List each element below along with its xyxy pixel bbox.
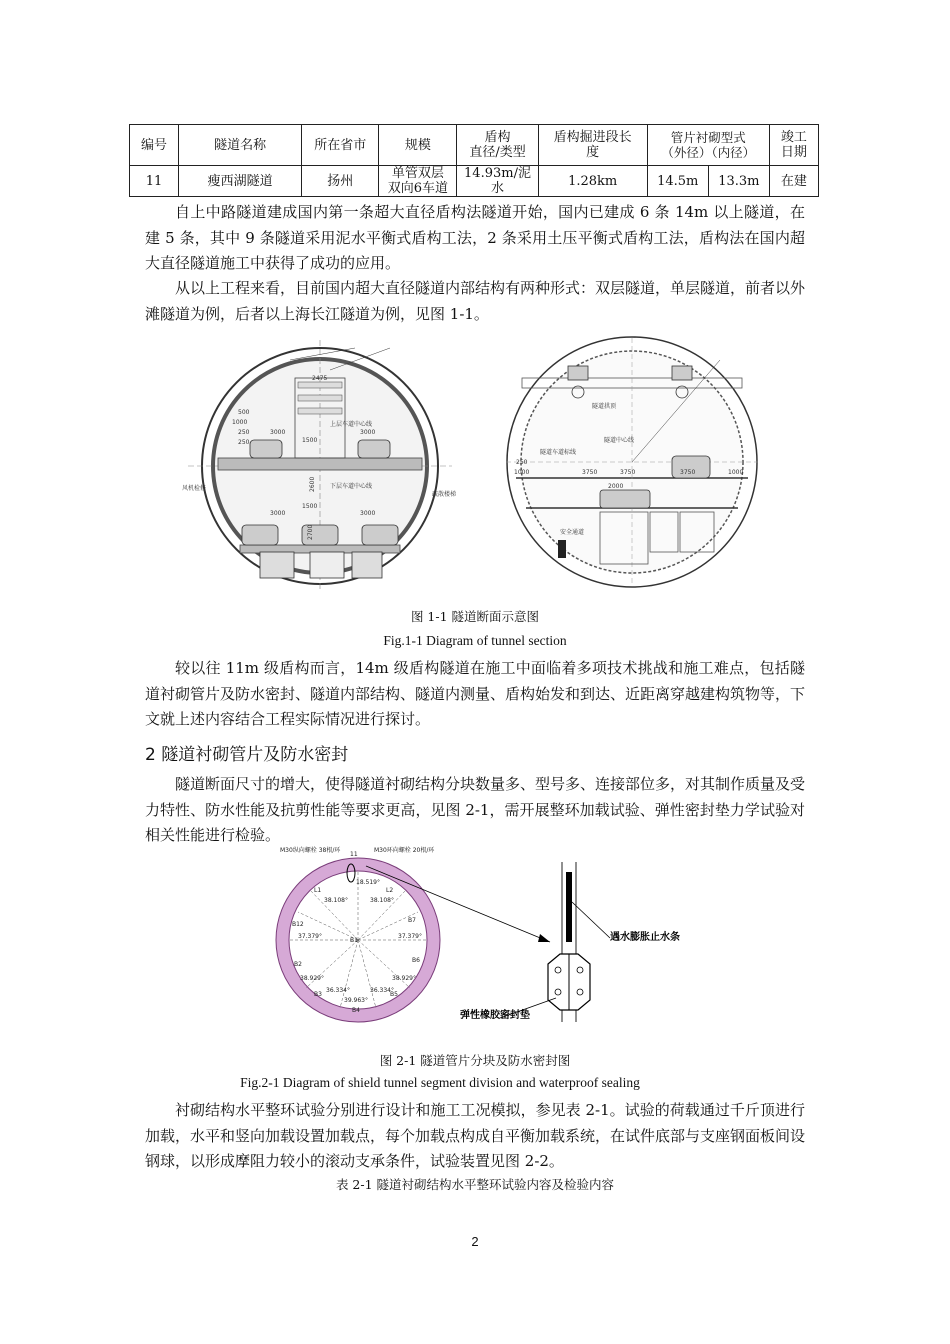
dim-label: 500 [238, 409, 250, 416]
angle-label: 38.929° [392, 975, 416, 982]
segment-label: B1 [350, 937, 358, 944]
drawing-label: 隧道拱顶 [592, 403, 617, 410]
table-header-row [130, 125, 819, 166]
double-deck-tunnel-drawing [182, 340, 456, 592]
angle-label: 36.334° [370, 987, 394, 994]
figure-caption-cn: 图 2-1 隧道管片分块及防水密封图 [379, 1053, 571, 1068]
bolt-label: M30环向螺栓 20根/环 [374, 847, 435, 854]
angle-label: 37.379° [298, 933, 322, 940]
table-header-cell: 管片衬砌型式 （外径）（内径） [647, 125, 769, 166]
dim-label: 3750 [680, 469, 696, 476]
table-cell: 在建 [769, 166, 818, 197]
bolt-label: M30纵向螺栓 38根/环 [280, 847, 341, 854]
angle-label: 37.379° [398, 933, 422, 940]
segment-label: B3 [314, 991, 322, 998]
dim-label: 2700 [307, 524, 314, 540]
table-cell: 瘦西湖隧道 [179, 166, 302, 197]
drawing-label: 上层车道中心线 [330, 421, 373, 428]
dim-label: 250 [516, 459, 528, 466]
segment-division-figure [270, 842, 690, 1042]
segment-label: 11 [350, 851, 358, 858]
segment-label: B6 [412, 957, 420, 964]
paragraph: 自上中路隧道建成国内第一条超大直径盾构法隧道开始，国内已建成 6 条 14m 以上隧道，在建 5 条，其中 9 条隧道采用泥水平衡式盾构工法，2 条采用土压平衡式盾构工法，盾构法在国内超大直径隧道施工中获得了成功的应用。 [145, 203, 805, 272]
page-number: 2 [471, 1234, 479, 1249]
angle-label: 36.334° [326, 987, 350, 994]
dim-label: 1000 [728, 469, 744, 476]
dim-label: 1500 [302, 437, 318, 444]
drawing-label: 风机检修 [182, 485, 207, 492]
table-header-cell: 盾构 直径/类型 [457, 125, 538, 166]
sealing-label: 弹性橡胶密封垫 [460, 1010, 530, 1021]
dim-label: 3000 [270, 510, 286, 517]
person-icon [558, 540, 566, 558]
dim-label: 2475 [312, 375, 328, 382]
angle-label: 38.929° [300, 975, 324, 982]
dim-label: 1500 [302, 503, 318, 510]
table-cell: 扬州 [302, 166, 379, 197]
table-row [130, 166, 819, 197]
table-cell: 14.5m [647, 166, 708, 197]
angle-label: 38.108° [370, 897, 394, 904]
paragraph: 隧道断面尺寸的增大，使得隧道衬砌结构分块数量多、型号多、连接部位多，对其制作质量及受力特性、防水性能及抗剪性能等要求更高，见图 2-1，需开展整环加载试验、弹性密封垫力学试验对相关性能进行检验。 [145, 775, 806, 844]
tunnel-info-table [129, 124, 819, 197]
paragraph: 从以上工程来看，目前国内超大直径隧道内部结构有两种形式：双层隧道，单层隧道，前者以外滩隧道为例，后者以上海长江隧道为例，见图 1-1。 [145, 279, 806, 323]
single-deck-tunnel-drawing [506, 337, 758, 587]
dim-label: 3000 [360, 510, 376, 517]
waterproof-sealing-detail [460, 862, 680, 1022]
segment-label: B5 [390, 991, 398, 998]
angle-label: 18.519° [356, 879, 380, 886]
dim-label: 3000 [360, 429, 376, 436]
drawing-label: 安全通道 [560, 529, 585, 536]
table-header-cell: 所在省市 [302, 125, 379, 166]
segment-ring [276, 846, 440, 1022]
dim-label: 3750 [620, 469, 636, 476]
table-header-cell: 竣工 日期 [769, 125, 818, 166]
table-header-cell: 规模 [379, 125, 457, 166]
segment-label: B7 [408, 917, 416, 924]
dim-label: 2000 [608, 483, 624, 490]
segment-label: L1 [314, 887, 322, 894]
figure-caption-en: Fig.1-1 Diagram of tunnel section [383, 633, 567, 648]
table-cell: 11 [130, 166, 179, 197]
dim-label: 1000 [232, 419, 248, 426]
figure-caption-en: Fig.2-1 Diagram of shield tunnel segment division and waterproof sealing [240, 1075, 640, 1090]
segment-label: L2 [386, 887, 394, 894]
table-caption: 表 2-1 隧道衬砌结构水平整环试验内容及检验内容 [335, 1177, 615, 1192]
tunnel-section-figure [180, 330, 780, 598]
table-cell: 单管双层 双向6车道 [379, 166, 457, 197]
drawing-label: 疏散楼梯 [432, 491, 457, 498]
table-cell: 1.28km [538, 166, 647, 197]
drawing-label: 隧道中心线 [604, 437, 635, 444]
paragraph: 衬砌结构水平整环试验分别进行设计和施工工况模拟，参见表 2-1。试验的荷载通过千斤顶进行加载，水平和竖向加载设置加载点，每个加载点构成自平衡加载系统，在试件底部与支座钢面板间设钢球，以形成摩阻力较小的滚动支承条件，试验装置见图 2-2。 [145, 1101, 806, 1170]
dim-label: 3750 [582, 469, 598, 476]
dim-label: 250 [238, 429, 250, 436]
segment-label: B12 [292, 921, 304, 928]
sealing-label: 遇水膨胀止水条 [610, 932, 680, 943]
segment-label: B4 [352, 1007, 360, 1014]
table-header-cell: 隧道名称 [179, 125, 302, 166]
angle-label: 39.963° [344, 997, 368, 1004]
section-heading: 2 隧道衬砌管片及防水密封 [145, 745, 349, 765]
dim-label: 250 [238, 439, 250, 446]
figure-caption-cn: 图 1-1 隧道断面示意图 [410, 609, 540, 624]
angle-label: 38.108° [324, 897, 348, 904]
arrow-head [538, 934, 550, 942]
table-header-cell: 编号 [130, 125, 179, 166]
dim-label: 1000 [514, 469, 530, 476]
segment-label: B2 [294, 961, 302, 968]
drawing-label: 下层车道中心线 [330, 483, 373, 490]
dim-label: 2600 [309, 476, 316, 492]
drawing-label: 隧道车道标线 [540, 449, 577, 456]
table-cell: 14.93m/泥水 [457, 166, 538, 197]
table-header-cell: 盾构掘进段长 度 [538, 125, 647, 166]
dim-label: 3000 [270, 429, 286, 436]
paragraph: 较以往 11m 级盾构而言，14m 级盾构隧道在施工中面临着多项技术挑战和施工难点，包括隧道衬砌管片及防水密封、隧道内部结构、隧道内测量、盾构始发和到达、近距离穿越建构筑物等，下文就上述内容结合工程实际情况进行探讨。 [145, 659, 806, 728]
table-cell: 13.3m [708, 166, 769, 197]
